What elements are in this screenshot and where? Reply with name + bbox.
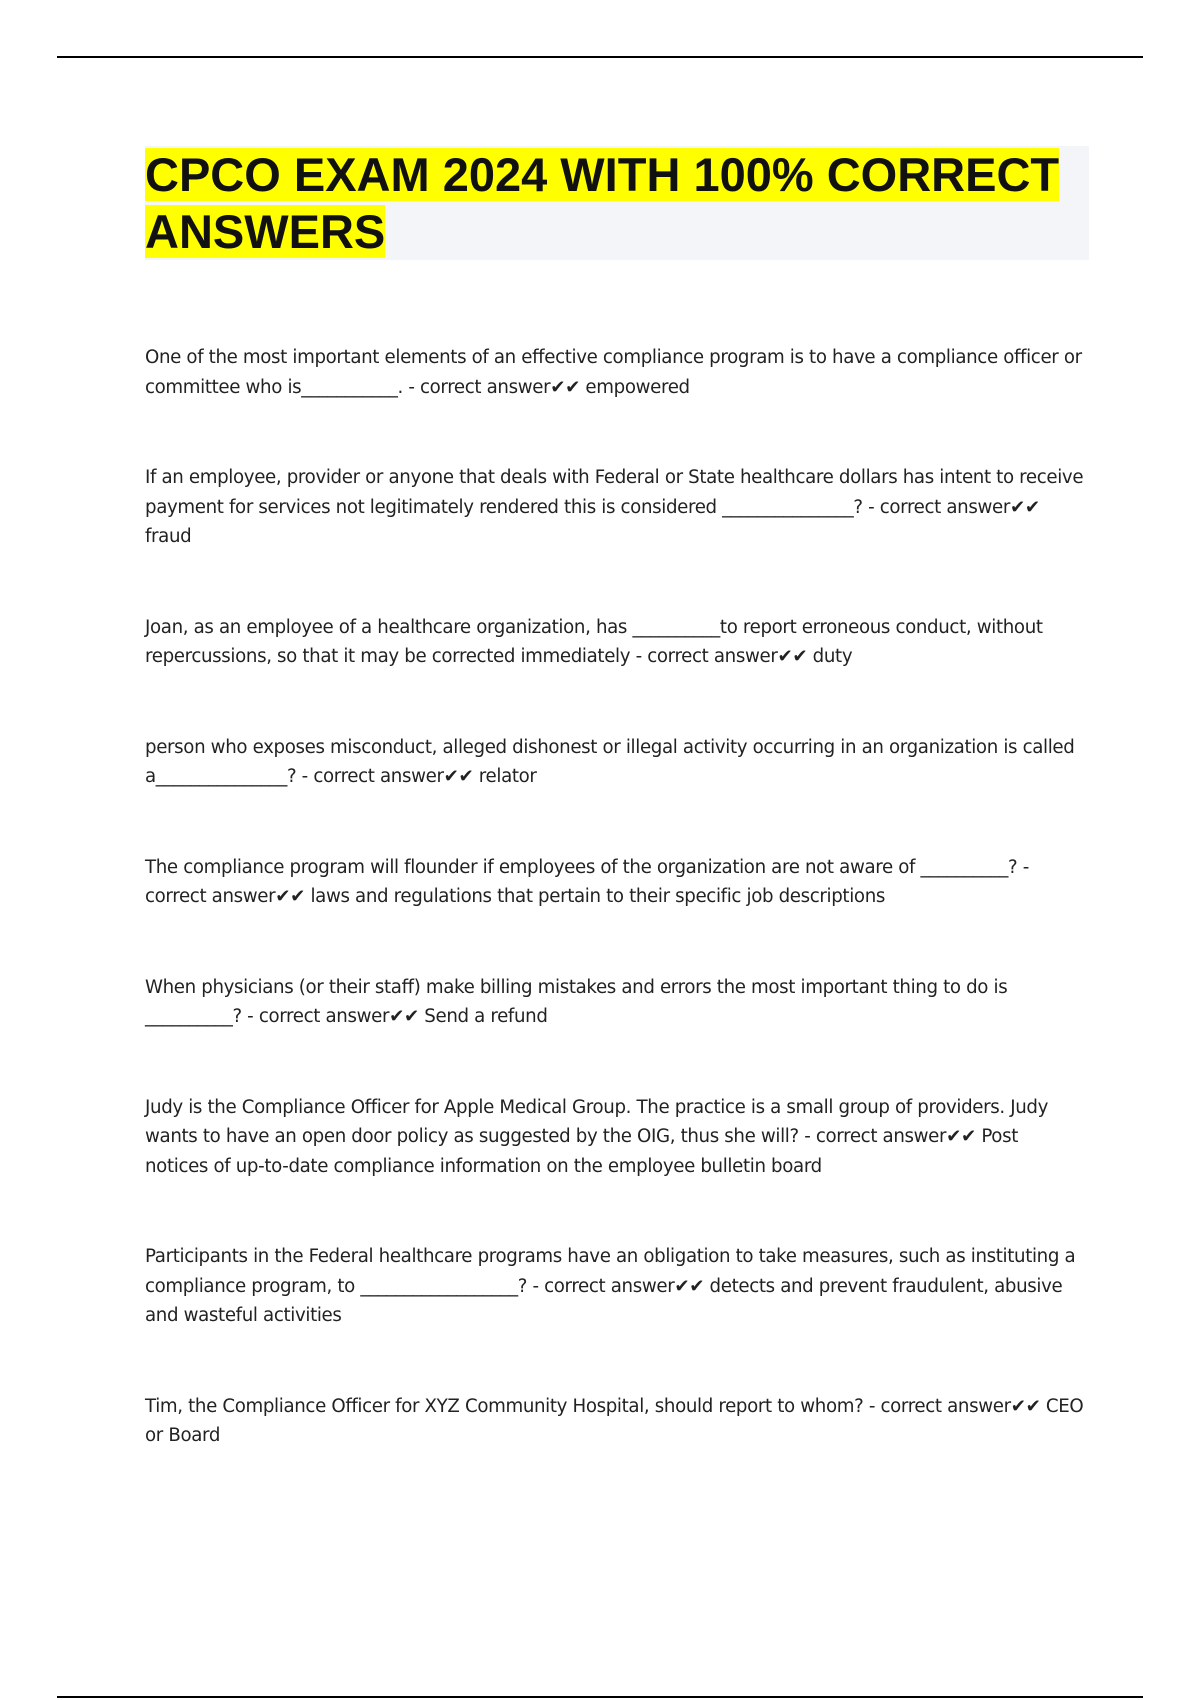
document-title [145, 146, 1089, 260]
title-highlight: CPCO EXAM 2024 WITH 100% CORRECT ANSWERS [145, 148, 1060, 258]
qa-item: The compliance program will flounder if employees of the organization are not aware of __________? - correct answer✔✔ laws and regulations that pertain to their specific job descriptions [145, 856, 1029, 907]
qa-item: Participants in the Federal healthcare programs have an obligation to take measures, such as instituting a compliance program, to __________________? - correct answer✔✔ detects and prevent fraudulent, abusive and wasteful activities [145, 1246, 1076, 1326]
qa-item: Tim, the Compliance Officer for XYZ Community Hospital, should report to whom? - correct answer✔✔ CEO or Board [145, 1395, 1084, 1446]
qa-item: One of the most important elements of an effective compliance program is to have a compliance officer or committee who is___________. - correct answer✔✔ empowered [145, 347, 1082, 398]
qa-item: When physicians (or their staff) make billing mistakes and errors the most important thing to do is __________? - correct answer✔✔ Send a refund [145, 976, 1008, 1027]
qa-item: If an employee, provider or anyone that deals with Federal or State healthcare dollars has intent to receive payment for services not legitimately rendered this is considered _______________? - correct answer✔✔ fraud [145, 467, 1084, 547]
qa-item: Joan, as an employee of a healthcare organization, has __________to report erroneous conduct, without repercussions, so that it may be corrected immediately - correct answer✔✔ duty [145, 616, 1043, 667]
qa-list [145, 343, 1085, 1512]
title-block [145, 146, 1089, 260]
qa-item: person who exposes misconduct, alleged dishonest or illegal activity occurring in an organization is called a_______________? - correct answer✔✔ relator [145, 736, 1075, 787]
bottom-rule [57, 1696, 1143, 1698]
qa-item: Judy is the Compliance Officer for Apple Medical Group. The practice is a small group of providers. Judy wants to have an open door policy as suggested by the OIG, thus she will? - correct answer✔✔ Post notices of up-to-date compliance information on the employee bulletin board [145, 1096, 1049, 1177]
top-rule [57, 56, 1143, 58]
